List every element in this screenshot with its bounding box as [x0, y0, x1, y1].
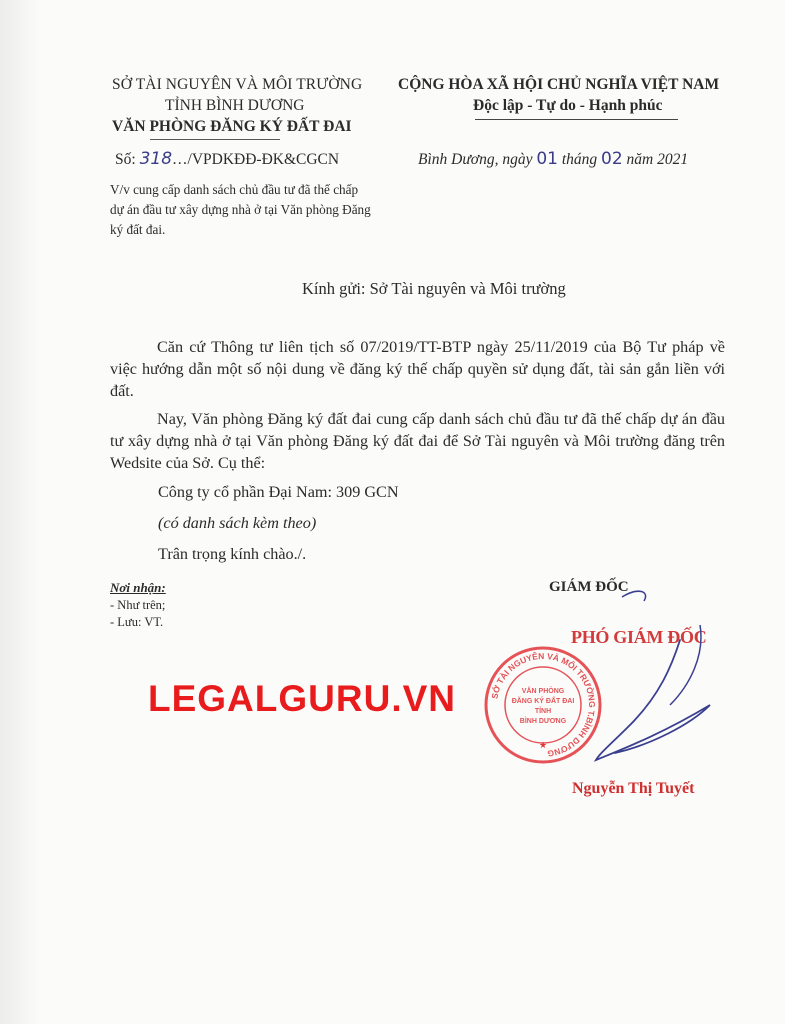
- signer-name: Nguyễn Thị Tuyết: [572, 780, 695, 797]
- recipients-item: - Như trên;: [110, 598, 166, 612]
- date-text-2: tháng: [557, 151, 602, 168]
- national-title: CỘNG HÒA XÃ HỘI CHỦ NGHĨA VIỆT NAM: [398, 76, 720, 93]
- svg-text:TỈNH: TỈNH: [534, 708, 552, 715]
- doc-number-handwritten: 318: [139, 149, 173, 169]
- closing-line: Trân trọng kính chào./.: [158, 545, 307, 563]
- attachment-note: (có danh sách kèm theo): [158, 514, 317, 532]
- seal-ring-text: SỞ TÀI NGUYÊN VÀ MÔI TRƯỜNG T.BÌNH DƯƠNG: [489, 650, 598, 759]
- subject-line: V/v cung cấp danh sách chủ đầu tư đã thế chấp dự án đầu tư xây dựng nhà ở tại Văn phòng Đăng ký đất đai.: [110, 182, 371, 237]
- svg-text:★: ★: [538, 740, 548, 750]
- agency-name-line1: SỞ TÀI NGUYÊN VÀ MÔI TRƯỜNG: [112, 76, 363, 93]
- agency-underline: [150, 139, 280, 140]
- signature-title: GIÁM ĐỐC: [549, 579, 629, 595]
- svg-text:BÌNH DƯƠNG: BÌNH DƯƠNG: [519, 718, 567, 725]
- date-day: 01: [536, 149, 558, 169]
- motto-underline: [475, 119, 678, 120]
- recipient-line: Kính gửi: Sở Tài nguyên và Môi trường: [302, 279, 566, 298]
- date-month: 02: [601, 149, 623, 169]
- deputy-director-stamp: PHÓ GIÁM ĐỐC: [571, 627, 707, 647]
- doc-number-prefix: Số:: [115, 151, 140, 168]
- doc-number-suffix: …/VPDKĐĐ-ĐK&CGCN: [172, 151, 340, 168]
- document-number: [115, 149, 339, 169]
- recipients-item: - Lưu: VT.: [110, 615, 164, 629]
- place-and-date: [418, 149, 688, 169]
- svg-text:ĐĂNG KÝ ĐẤT ĐAI: ĐĂNG KÝ ĐẤT ĐAI: [511, 698, 575, 705]
- agency-name-line2: TỈNH BÌNH DƯƠNG: [165, 97, 305, 114]
- date-text-1: Bình Dương, ngày: [418, 151, 537, 168]
- date-text-3: năm 2021: [622, 151, 689, 168]
- agency-name-line3: VĂN PHÒNG ĐĂNG KÝ ĐẤT ĐAI: [112, 118, 352, 135]
- scan-edge-shadow: [0, 0, 40, 1024]
- body-paragraph-1: Căn cứ Thông tư liên tịch số 07/2019/TT-BTP ngày 25/11/2019 của Bộ Tư pháp về việc hướng dẫn một số nội dung về đăng ký thế chấp quyền sử dụng đất, tài sản gắn liền với đất.: [110, 338, 725, 400]
- company-line: Công ty cổ phần Đại Nam: 309 GCN: [158, 483, 399, 501]
- handwritten-signature-icon: [560, 585, 720, 795]
- svg-text:VĂN PHÒNG: VĂN PHÒNG: [521, 688, 565, 695]
- body-paragraph-2: Nay, Văn phòng Đăng ký đất đai cung cấp danh sách chủ đầu tư đã thế chấp dự án đầu tư xây dựng nhà ở tại Văn phòng Đăng ký đất đai để Sở Tài nguyên và Môi trường đăng trên Wedsite của Sở. Cụ thể:: [110, 410, 725, 472]
- watermark-text: LEGALGURU.VN: [148, 678, 456, 719]
- national-motto: Độc lập - Tự do - Hạnh phúc: [473, 97, 663, 114]
- recipients-title: Nơi nhận:: [110, 580, 166, 595]
